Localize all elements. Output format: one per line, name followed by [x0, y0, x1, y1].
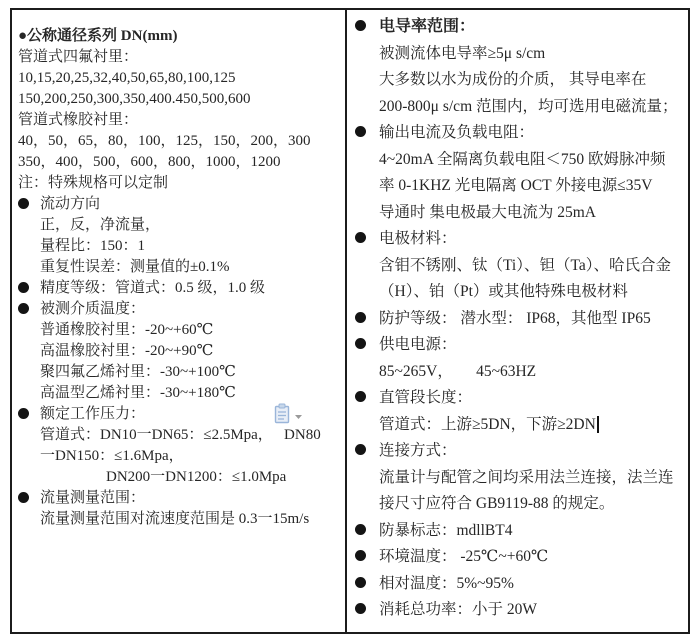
left-spec-text: 流量测量范围：	[40, 490, 146, 506]
right-spec-line	[355, 385, 684, 412]
left-spec-line	[18, 362, 341, 383]
left-spec-line	[18, 446, 341, 467]
left-spec-text: 注：特殊规格可以定制	[18, 175, 169, 191]
right-spec-line	[355, 279, 684, 306]
right-spec-text: 供电电源：	[379, 336, 457, 353]
right-spec-text: （H）、铂（Pt）或其他特殊电极材料	[379, 283, 628, 300]
right-spec-text: 管道式：上游≥5DN，下游≥2DN	[379, 415, 596, 433]
right-spec-text: 流量计与配管之间均采用法兰连接，法兰连	[379, 468, 674, 486]
right-spec-line	[355, 14, 684, 41]
spec-table	[10, 8, 690, 634]
left-spec-line	[18, 320, 341, 341]
right-spec-text: 电极材料：	[379, 230, 457, 247]
right-spec-text: 率 0-1KHZ 光电隔离 OCT 外接电源≤35V	[379, 177, 653, 194]
chevron-down-icon	[295, 415, 302, 419]
right-spec-line	[355, 253, 684, 280]
right-spec-text: 200-800μ s/cm 范围内，均可选用电磁流量；	[379, 97, 678, 115]
right-spec-line	[355, 412, 684, 439]
bullet-icon	[355, 232, 366, 243]
right-spec-text: 大多数以水为成份的介质， 其导电率在	[379, 71, 647, 88]
bullet-icon	[355, 550, 366, 561]
left-spec-text: 正，反，净流量，	[40, 217, 161, 233]
left-spec-line	[18, 278, 341, 299]
bullet-icon	[18, 492, 29, 503]
left-spec-text: 350，400，500，600，800，1000，1200	[18, 154, 281, 170]
left-spec-line	[18, 509, 341, 530]
left-spec-line	[18, 299, 341, 320]
left-spec-line	[18, 215, 341, 236]
right-spec-line	[355, 571, 684, 598]
right-spec-line	[355, 67, 684, 94]
left-spec-text: 150,200,250,300,350,400.450,500,600	[18, 91, 251, 107]
left-spec-line	[18, 152, 341, 173]
right-spec-text: 连接方式：	[379, 442, 457, 459]
right-spec-line	[355, 438, 684, 465]
left-spec-text: 额定工作压力：	[40, 406, 146, 422]
left-spec-line	[18, 236, 341, 257]
right-spec-line	[355, 200, 684, 227]
right-spec-text: 防护等级： 潜水型： IP68，其他型 IP65	[379, 309, 651, 327]
bullet-icon	[355, 338, 366, 349]
left-spec-text: 流动方向	[40, 196, 101, 212]
left-spec-text: 高温橡胶衬里：-20~+90℃	[40, 343, 214, 359]
bullet-icon	[355, 126, 366, 137]
right-spec-text: 直管段长度：	[379, 389, 473, 406]
left-spec-text: 管道式四氟衬里：	[18, 49, 139, 65]
bullet-icon	[355, 391, 366, 402]
right-spec-text: 85~265V， 45~63HZ	[379, 362, 537, 380]
left-spec-text: 量程比：150：1	[40, 238, 146, 254]
right-spec-line	[355, 173, 684, 200]
left-spec-text: 10,15,20,25,32,40,50,65,80,100,125	[18, 70, 236, 86]
right-spec-line	[355, 306, 684, 333]
right-spec-line	[355, 597, 684, 624]
left-spec-line	[18, 488, 341, 509]
right-spec-text: 相对温度：5%~95%	[379, 574, 514, 592]
text-cursor	[597, 416, 599, 433]
left-spec-text: 聚四氟乙烯衬里：-30~+100℃	[40, 364, 236, 380]
right-spec-line	[355, 41, 684, 68]
left-spec-line	[18, 257, 341, 278]
left-spec-line	[18, 194, 341, 215]
left-spec-line	[18, 68, 341, 89]
bullet-icon	[355, 444, 366, 455]
right-spec-text: 环境温度： -25℃~+60℃	[379, 548, 549, 565]
left-spec-text: 一DN150：≤1.6Mpa，	[40, 448, 184, 464]
left-spec-line	[18, 425, 341, 446]
right-spec-text: 输出电流及负载电阻：	[379, 124, 535, 141]
right-spec-text: 防暴标志：mdllBT4	[379, 521, 513, 539]
bullet-icon	[18, 303, 29, 314]
bullet-icon	[355, 312, 366, 323]
left-spec-line	[18, 383, 341, 404]
left-spec-text: 重复性误差：测量值的±0.1%	[40, 259, 230, 275]
left-spec-line	[18, 341, 341, 362]
left-column	[12, 10, 345, 632]
clipboard-icon	[274, 403, 304, 425]
left-spec-line	[18, 26, 341, 47]
right-spec-text: 接尺寸应符合 GB9119-88 的规定。	[379, 495, 615, 512]
bullet-icon	[355, 577, 366, 588]
left-spec-text: 普通橡胶衬里：-20~+60℃	[40, 322, 214, 338]
paste-options-icon[interactable]	[274, 403, 304, 425]
left-spec-line	[18, 89, 341, 110]
bullet-icon	[18, 282, 29, 293]
right-spec-text: 4~20mA 全隔离负载电阻＜750 欧姆脉冲频	[379, 150, 666, 168]
left-spec-text: 高温型乙烯衬里：-30~+180℃	[40, 385, 236, 401]
right-spec-line	[355, 94, 684, 121]
left-spec-text: 管道式：DN10一DN65：≤2.5Mpa， DN80	[40, 427, 321, 443]
left-spec-text: DN200一DN1200：≤1.0Mpa	[106, 469, 287, 485]
left-spec-text: 管道式橡胶衬里：	[18, 112, 139, 128]
bullet-icon	[355, 603, 366, 614]
right-spec-line	[355, 359, 684, 386]
right-spec-text: 含钼不锈刚、钛（Ti）、钽（Ta）、哈氏合金	[379, 256, 671, 274]
right-spec-line	[355, 226, 684, 253]
right-spec-line	[355, 518, 684, 545]
right-spec-line	[355, 147, 684, 174]
right-spec-text: 导通时 集电极最大电流为 25mA	[379, 203, 597, 221]
right-spec-line	[355, 465, 684, 492]
bullet-icon	[355, 524, 366, 535]
left-spec-line	[18, 110, 341, 131]
right-spec-text: 消耗总功率：小于 20W	[379, 601, 538, 618]
right-column	[347, 10, 688, 632]
right-spec-text: 电导率范围：	[379, 18, 476, 35]
left-spec-text: 40，50，65，80，100，125，150，200，300	[18, 133, 311, 149]
left-spec-line	[18, 467, 341, 488]
right-spec-line	[355, 544, 684, 571]
left-spec-text: 精度等级：管道式：0.5 级，1.0 级	[40, 280, 266, 296]
left-spec-text: 流量测量范围对流速度范围是 0.3一15m/s	[40, 511, 310, 527]
left-spec-line	[18, 173, 341, 194]
bullet-icon	[18, 198, 29, 209]
right-spec-line	[355, 120, 684, 147]
left-spec-text: 被测介质温度：	[40, 301, 146, 317]
right-spec-line	[355, 332, 684, 359]
bullet-icon	[355, 20, 366, 31]
left-spec-text: ●公称通径系列 DN(mm)	[18, 28, 178, 44]
bullet-icon	[18, 408, 29, 419]
right-spec-line	[355, 491, 684, 518]
left-spec-line	[18, 131, 341, 152]
left-spec-line	[18, 47, 341, 68]
right-spec-text: 被测流体电导率≥5μ s/cm	[379, 44, 546, 62]
